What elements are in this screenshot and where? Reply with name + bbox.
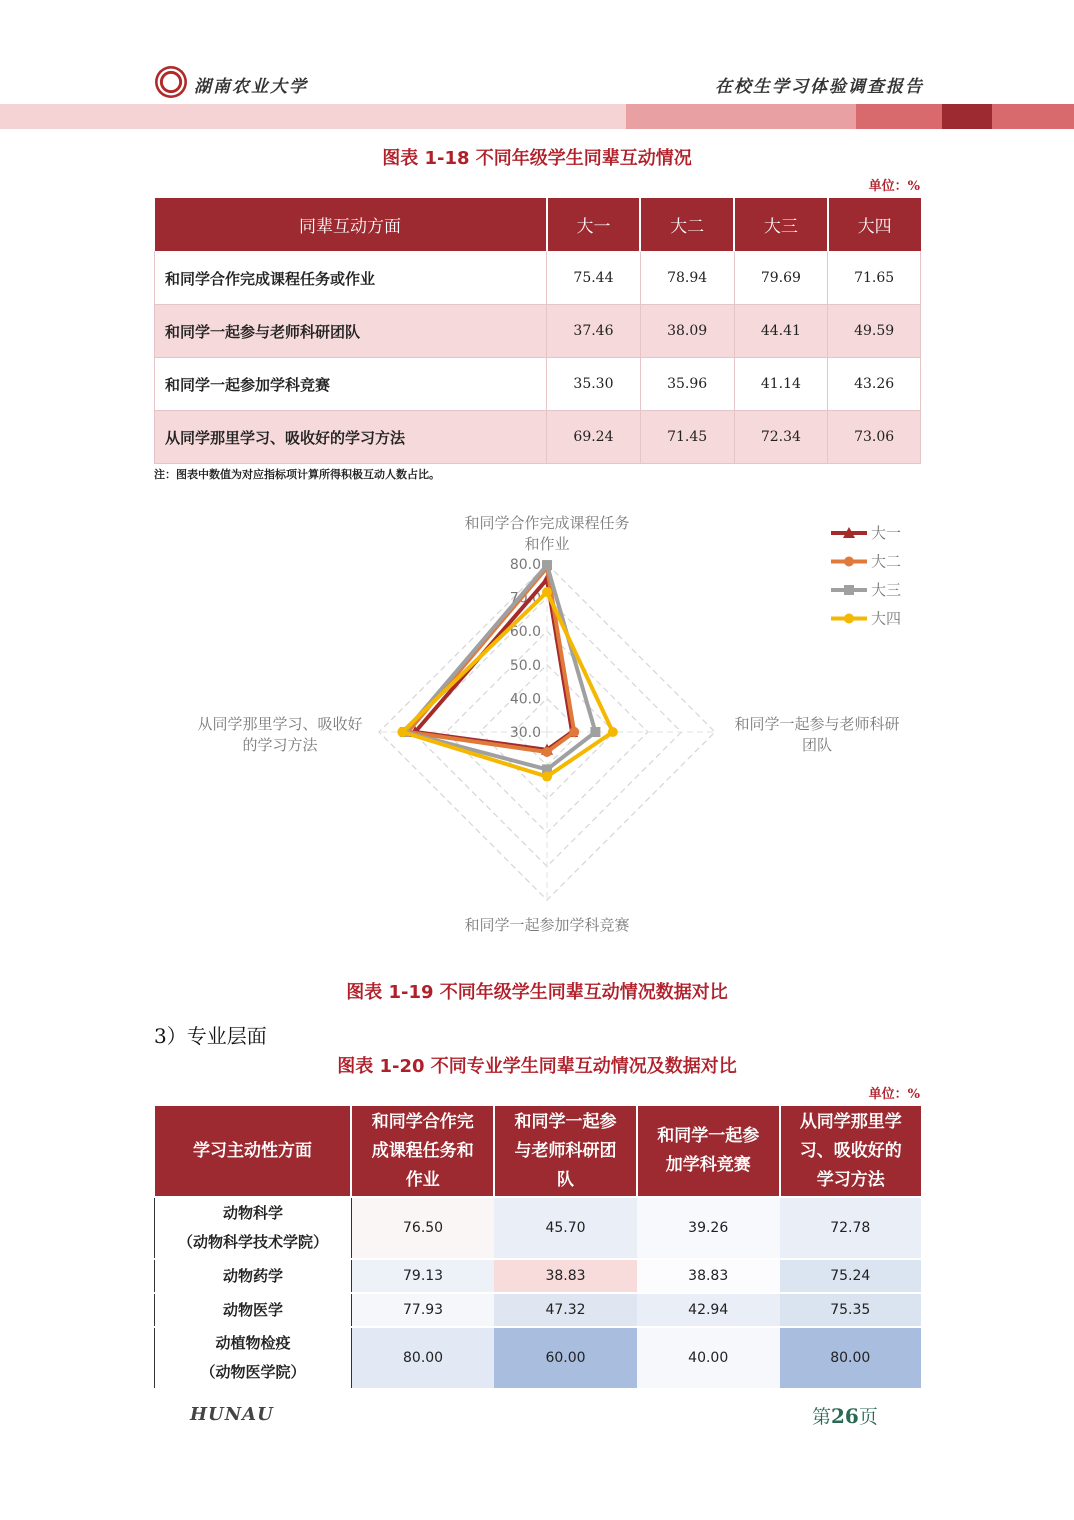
table-cell: 72.34 [734, 411, 828, 464]
chart-caption: 图表 1-19 不同年级学生同辈互动情况数据对比 [346, 982, 728, 1003]
radar-ticks [510, 557, 541, 741]
data-point [590, 727, 600, 737]
table-cell: 35.30 [547, 358, 641, 411]
column-header: 同辈互动方面 [155, 198, 547, 252]
legend-label: 大三 [871, 581, 902, 599]
legend-label: 大四 [871, 609, 902, 628]
table2-unit: 单位：% [868, 1087, 920, 1102]
footer-brand: HUNAU [190, 1404, 274, 1425]
table-cell: 72.78 [780, 1197, 921, 1259]
header-band-mid [626, 104, 856, 129]
data-point [608, 727, 618, 737]
table-cell: 69.24 [547, 411, 641, 464]
table-cell: 80.00 [351, 1327, 494, 1389]
table-cell: 75.24 [780, 1259, 921, 1293]
table-cell: 45.70 [494, 1197, 637, 1259]
table-cell: 79.13 [351, 1259, 494, 1293]
table-row [155, 1259, 922, 1293]
page-suffix: 页 [858, 1406, 878, 1428]
table-cell: 35.96 [640, 358, 734, 411]
legend-label: 大二 [871, 552, 902, 571]
column-header: 和同学一起参 加学科竞赛 [637, 1106, 780, 1197]
tick-label: 60.0 [509, 624, 541, 641]
data-point [569, 727, 579, 737]
radar-chart [0, 500, 1074, 950]
table-cell: 44.41 [734, 305, 828, 358]
table-cell: 75.44 [547, 252, 641, 305]
axis-label: 团队 [801, 736, 833, 754]
table-cell: 80.00 [780, 1327, 921, 1389]
page-number-value: 26 [831, 1404, 859, 1428]
legend-marker [844, 585, 854, 595]
table-cell: 49.59 [828, 305, 921, 358]
column-header: 大二 [640, 198, 734, 252]
axis-label: 的学习方法 [242, 736, 318, 754]
table-row [155, 252, 921, 305]
table-cell: 60.00 [494, 1327, 637, 1389]
table-cell: 40.00 [637, 1327, 780, 1389]
header-band-red [856, 104, 942, 129]
column-header: 学习主动性方面 [155, 1106, 352, 1197]
tick-label: 30.0 [509, 725, 541, 741]
axis-label: 和作业 [524, 535, 570, 553]
table-cell: 39.26 [637, 1197, 780, 1259]
tick-label: 80.0 [509, 557, 541, 573]
table-cell: 38.83 [494, 1259, 637, 1293]
row-label: 动物药学 [155, 1259, 352, 1293]
table-cell: 77.93 [351, 1293, 494, 1327]
column-header: 大四 [828, 198, 921, 252]
report-title: 在校生学习体验调查报告 [715, 77, 924, 97]
table-cell: 79.69 [734, 252, 828, 305]
column-header: 和同学一起参 与老师科研团 队 [494, 1106, 637, 1197]
header-band-light [0, 104, 626, 129]
data-point [542, 747, 552, 757]
header-band-dark [942, 104, 992, 129]
row-label: 和同学一起参加学科竞赛 [155, 358, 547, 411]
table-cell: 75.35 [780, 1293, 921, 1327]
table-cell: 47.32 [494, 1293, 637, 1327]
university-name: 湖南农业大学 [194, 77, 308, 97]
table-cell: 41.14 [734, 358, 828, 411]
table-cell: 71.65 [828, 252, 921, 305]
axis-label: 和同学合作完成课程任务 [464, 514, 630, 532]
axis-label: 和同学一起参与老师科研 [734, 715, 900, 733]
table1-unit: 单位：% [868, 179, 920, 194]
column-header: 和同学合作完 成课程任务和 作业 [351, 1106, 494, 1197]
tick-label: 50.0 [509, 657, 541, 674]
page-prefix: 第 [812, 1406, 832, 1428]
table-cell: 38.09 [640, 305, 734, 358]
table-cell: 43.26 [828, 358, 921, 411]
table-row [155, 1197, 922, 1259]
data-point [542, 560, 552, 570]
data-point [542, 772, 552, 782]
legend-marker [844, 557, 854, 567]
table-header-row [155, 198, 921, 252]
header-band-end [992, 104, 1074, 129]
column-header: 从同学那里学 习、吸收好的 学习方法 [780, 1106, 921, 1197]
table-row [155, 1293, 922, 1327]
series-line [415, 579, 572, 749]
table1-caption: 图表 1-18 不同年级学生同辈互动情况 [382, 148, 692, 169]
axis-label: 和同学一起参加学科竞赛 [464, 916, 630, 934]
axis-label: 从同学那里学习、吸收好 [197, 715, 363, 733]
table-cell: 37.46 [547, 305, 641, 358]
table-cell: 38.83 [637, 1259, 780, 1293]
university-logo-icon [155, 66, 187, 98]
row-label: 动物科学 （动物科学技术学院） [155, 1197, 352, 1259]
row-label: 动植物检疫 （动物医学院） [155, 1327, 352, 1389]
table-row [155, 358, 921, 411]
data-point [397, 727, 407, 737]
major-interaction-table [154, 1106, 921, 1390]
legend-label: 大一 [871, 524, 902, 542]
column-header: 大三 [734, 198, 828, 252]
section-title: 3）专业层面 [154, 1024, 267, 1048]
page-number [812, 1402, 878, 1429]
table-row [155, 411, 921, 464]
table-cell: 76.50 [351, 1197, 494, 1259]
row-label: 和同学一起参与老师科研团队 [155, 305, 547, 358]
table-cell: 78.94 [640, 252, 734, 305]
table-header-row [155, 1106, 922, 1197]
row-label: 从同学那里学习、吸收好的学习方法 [155, 411, 547, 464]
radar-legend [831, 524, 901, 628]
column-header: 大一 [547, 198, 641, 252]
table-cell: 42.94 [637, 1293, 780, 1327]
row-label: 动物医学 [155, 1293, 352, 1327]
grade-interaction-table [154, 198, 921, 464]
table-cell: 73.06 [828, 411, 921, 464]
tick-label: 40.0 [509, 691, 541, 708]
table-row [155, 305, 921, 358]
table-cell: 71.45 [640, 411, 734, 464]
table-row [155, 1327, 922, 1389]
table1-note: 注：图表中数值为对应指标项计算所得积极互动人数占比。 [154, 468, 440, 481]
data-point [542, 587, 552, 597]
tick-label: 70.0 [509, 590, 541, 607]
legend-marker [844, 614, 854, 624]
table2-caption: 图表 1-20 不同专业学生同辈互动情况及数据对比 [337, 1056, 737, 1077]
row-label: 和同学合作完成课程任务或作业 [155, 252, 547, 305]
